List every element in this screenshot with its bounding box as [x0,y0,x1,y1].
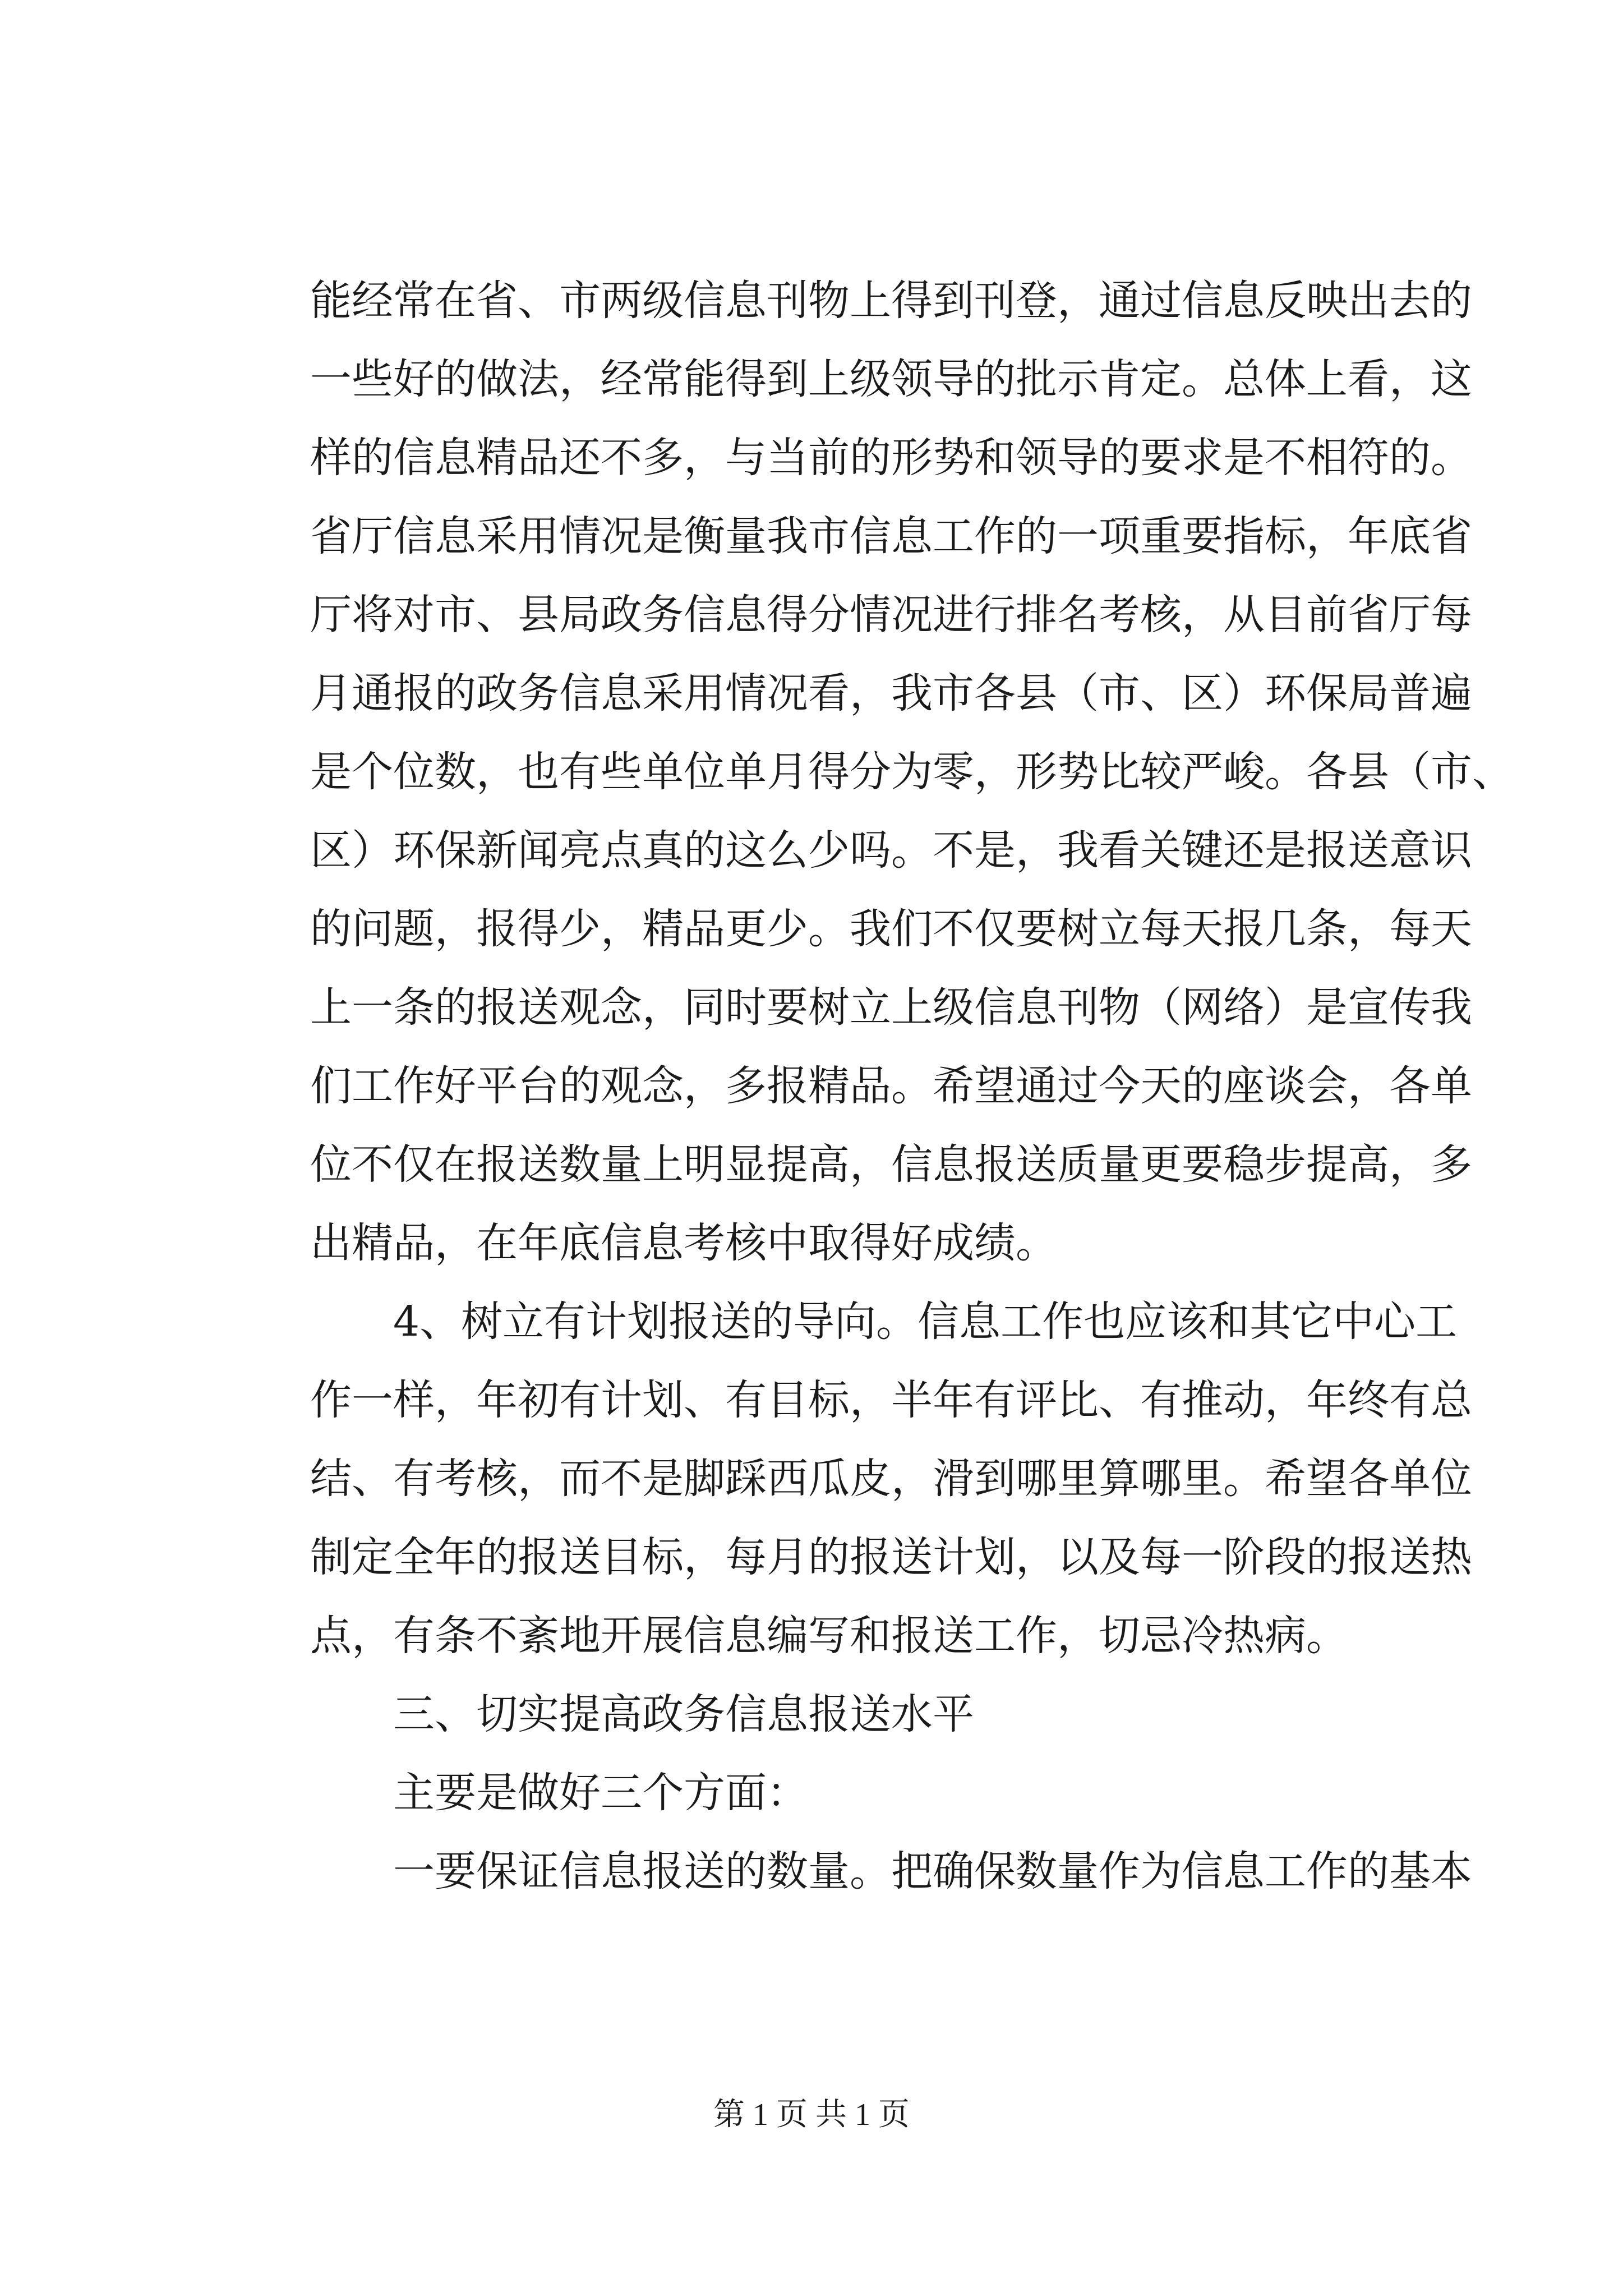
paragraph-line-11: 们工作好平台的观念，多报精品。希望通过今天的座谈会，各单 [310,1062,1472,1110]
paragraph-line-20: 主要是做好三个方面： [310,1769,808,1817]
paragraph-line-12: 位不仅在报送数量上明显提高，信息报送质量更要稳步提高，多 [310,1140,1472,1189]
paragraph-line-16: 结、有考核，而不是脚踩西瓜皮，滑到哪里算哪里。希望各单位 [310,1455,1472,1503]
paragraph-line-15: 作一样，年初有计划、有目标，半年有评比、有推动，年终有总 [310,1376,1472,1424]
section-heading: 三、切实提高政务信息报送水平 [310,1690,974,1738]
paragraph-line-9: 的问题，报得少，精品更少。我们不仅要树立每天报几条，每天 [310,905,1472,953]
paragraph-line-21: 一要保证信息报送的数量。把确保数量作为信息工作的基本 [310,1847,1472,1895]
paragraph-line-5: 厅将对市、县局政务信息得分情况进行排名考核，从目前省厅每 [310,591,1472,639]
paragraph-line-3: 样的信息精品还不多，与当前的形势和领导的要求是不相符的。 [310,434,1472,482]
paragraph-line-1: 能经常在省、市两级信息刊物上得到刊登，通过信息反映出去的 [310,277,1472,325]
paragraph-line-13: 出精品，在年底信息考核中取得好成绩。 [310,1219,1057,1267]
paragraph-line-17: 制定全年的报送目标，每月的报送计划，以及每一阶段的报送热 [310,1533,1472,1581]
paragraph-line-18: 点，有条不紊地开展信息编写和报送工作，切忌冷热病。 [310,1612,1348,1660]
paragraph-line-4: 省厅信息采用情况是衡量我市信息工作的一项重要指标，年底省 [310,512,1472,560]
paragraph-line-2: 一些好的做法，经常能得到上级领导的批示肯定。总体上看，这 [310,355,1472,403]
page-footer: 第 1 页 共 1 页 [713,2097,910,2132]
paragraph-line-8: 区）环保新闻亮点真的这么少吗。不是，我看关键还是报送意识 [310,826,1472,875]
paragraph-line-14: 4、树立有计划报送的导向。信息工作也应该和其它中心工 [310,1297,1458,1346]
paragraph-line-6: 月通报的政务信息采用情况看，我市各县（市、区）环保局普遍 [310,669,1472,717]
paragraph-line-7: 是个位数，也有些单位单月得分为零，形势比较严峻。各县（市、 [310,748,1514,796]
paragraph-line-10: 上一条的报送观念，同时要树立上级信息刊物（网络）是宣传我 [310,983,1472,1032]
